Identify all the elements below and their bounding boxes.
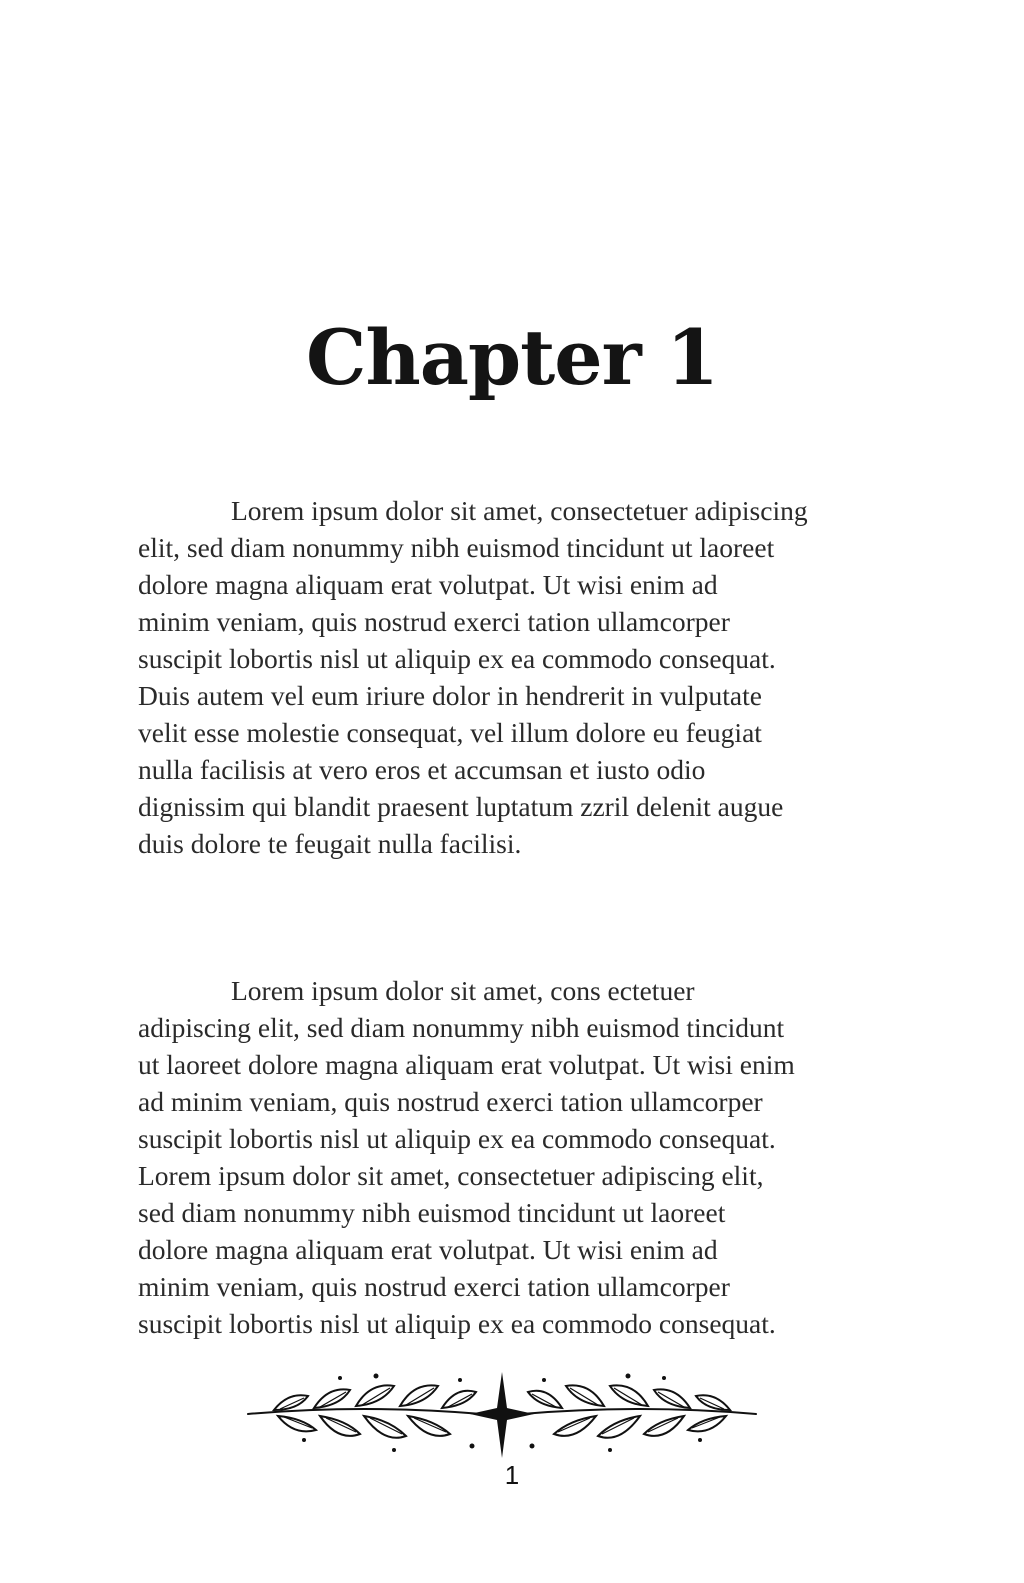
paragraph-line: Lorem ipsum dolor sit amet, cons ectetuer xyxy=(231,975,695,1006)
paragraph-line: velit esse molestie consequat, vel illum dolore eu feugiat xyxy=(138,717,762,748)
paragraph-line: nulla facilisis at vero eros et accumsan et iusto odio xyxy=(138,754,706,785)
page-number: 1 xyxy=(504,1460,520,1490)
paragraph-line: dignissim qui blandit praesent luptatum zzril delenit augue xyxy=(138,791,784,822)
paragraph-line: ut laoreet dolore magna aliquam erat volutpat. Ut wisi enim xyxy=(138,1049,795,1080)
chapter-title: Chapter 1 xyxy=(306,313,718,402)
paragraph-2 xyxy=(138,972,908,1342)
paragraph-line: Duis autem vel eum iriure dolor in hendrerit in vulputate xyxy=(138,680,762,711)
paragraph-line: elit, sed diam nonummy nibh euismod tincidunt ut laoreet xyxy=(138,532,775,563)
paragraph-line: suscipit lobortis nisl ut aliquip ex ea commodo consequat. xyxy=(138,643,776,674)
paragraph-line: ad minim veniam, quis nostrud exerci tation ullamcorper xyxy=(138,1086,763,1117)
paragraph-line: dolore magna aliquam erat volutpat. Ut wisi enim ad xyxy=(138,569,718,600)
paragraph-line: duis dolore te feugait nulla facilisi. xyxy=(138,828,522,859)
laurel-star-divider-icon xyxy=(244,1370,760,1462)
paragraph-line: minim veniam, quis nostrud exerci tation ullamcorper xyxy=(138,1271,730,1302)
paragraph-line: dolore magna aliquam erat volutpat. Ut wisi enim ad xyxy=(138,1234,718,1265)
paragraph-line: Lorem ipsum dolor sit amet, consectetuer adipiscing elit, xyxy=(138,1160,764,1191)
paragraph-line: sed diam nonummy nibh euismod tincidunt ut laoreet xyxy=(138,1197,726,1228)
paragraph-line: adipiscing elit, sed diam nonummy nibh euismod tincidunt xyxy=(138,1012,785,1043)
paragraph-line: suscipit lobortis nisl ut aliquip ex ea commodo consequat. xyxy=(138,1308,776,1339)
paragraph-line: suscipit lobortis nisl ut aliquip ex ea commodo consequat. xyxy=(138,1123,776,1154)
paragraph-line: Lorem ipsum dolor sit amet, consectetuer adipiscing xyxy=(231,495,808,526)
paragraph-1 xyxy=(138,492,908,862)
paragraph-line: minim veniam, quis nostrud exerci tation ullamcorper xyxy=(138,606,730,637)
